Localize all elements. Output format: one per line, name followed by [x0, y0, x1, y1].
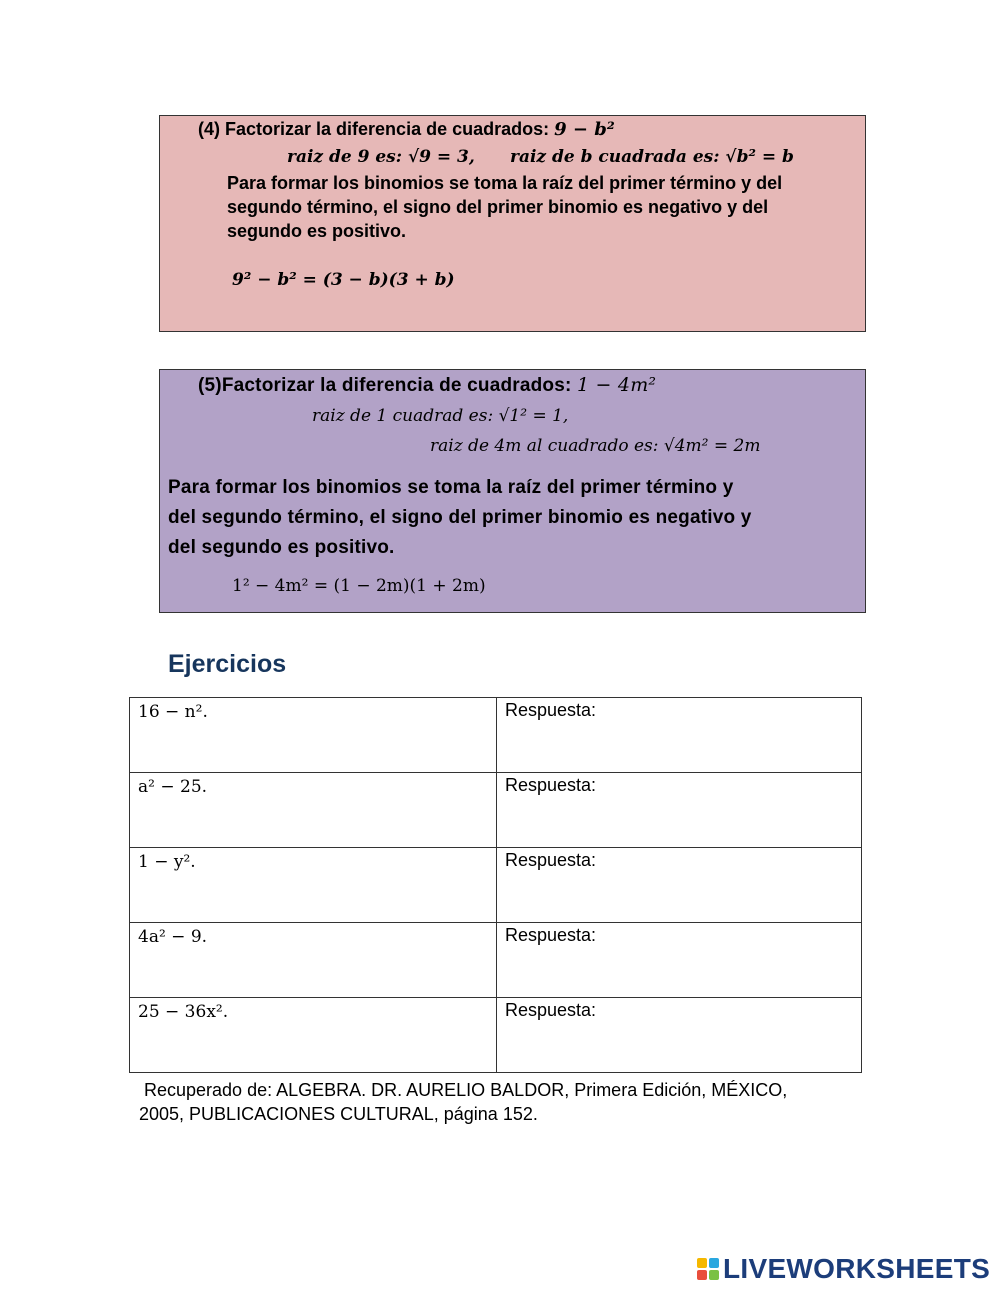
example-4-title-expr: 9 − b²: [554, 119, 615, 140]
table-row: [130, 698, 862, 773]
example-5-explanation-1: Para formar los binomios se toma la raíz del primer término y: [168, 477, 734, 498]
exercise-problem: a² − 25.: [130, 773, 497, 848]
example-5-explanation-2: del segundo término, el signo del primer binomio es negativo y: [168, 507, 752, 528]
example-4-explanation-2: segundo término, el signo del primer binomio es negativo y del: [227, 197, 769, 217]
exercise-answer-cell[interactable]: [497, 848, 862, 923]
exercise-problem: 25 − 36x².: [130, 998, 497, 1073]
answer-label: Respuesta:: [505, 925, 597, 945]
example-4-result: 9² − b² = (3 − b)(3 + b): [232, 270, 455, 290]
table-row: [130, 848, 862, 923]
exercise-problem: 4a² − 9.: [130, 923, 497, 998]
example-5-result: 1² − 4m² = (1 − 2m)(1 + 2m): [232, 576, 486, 596]
example-4-box: [159, 115, 866, 332]
exercises-table: [129, 697, 862, 1073]
citation-line-2: 2005, PUBLICACIONES CULTURAL, página 152.: [139, 1104, 538, 1124]
example-4-explanation-3: segundo es positivo.: [227, 221, 407, 241]
logo-text: LIVEWORKSHEETS: [723, 1253, 991, 1284]
example-5-title: [198, 374, 656, 397]
answer-label: Respuesta:: [505, 700, 597, 720]
answer-label: Respuesta:: [505, 1000, 597, 1020]
table-row: [130, 998, 862, 1073]
table-row: [130, 773, 862, 848]
exercise-answer-cell[interactable]: [497, 998, 862, 1073]
table-row: [130, 923, 862, 998]
answer-label: Respuesta:: [505, 850, 597, 870]
example-5-root-2: raiz de 4m al cuadrado es: √4m² = 2m: [430, 436, 761, 456]
example-4-explanation-1: Para formar los binomios se toma la raíz del primer término y del: [227, 173, 783, 193]
example-4-root-1: raiz de 9 es: √9 = 3,: [287, 147, 475, 167]
example-4-root-2: raiz de b cuadrada es: √b² = b: [510, 147, 794, 167]
exercise-problem: 16 − n².: [130, 698, 497, 773]
example-5-title-text: (5)Factorizar la diferencia de cuadrados:: [198, 375, 578, 396]
example-5-title-expr: 1 − 4m²: [577, 374, 657, 396]
example-5-explanation-3: del segundo es positivo.: [168, 537, 395, 558]
citation-line-1: Recuperado de: ALGEBRA. DR. AURELIO BALDOR, Primera Edición, MÉXICO,: [139, 1080, 788, 1100]
liveworksheets-logo[interactable]: [697, 1252, 990, 1286]
example-4-title: [198, 119, 615, 140]
citation: [139, 1078, 879, 1126]
exercise-answer-cell[interactable]: [497, 773, 862, 848]
example-5-root-1: raiz de 1 cuadrad es: √1² = 1,: [312, 406, 569, 426]
exercise-problem: 1 − y².: [130, 848, 497, 923]
example-4-title-text: (4) Factorizar la diferencia de cuadrados:: [198, 119, 555, 139]
liveworksheets-logo-icon: [697, 1258, 719, 1280]
exercise-answer-cell[interactable]: [497, 698, 862, 773]
example-5-box: [159, 369, 866, 613]
exercise-answer-cell[interactable]: [497, 923, 862, 998]
exercises-heading: Ejercicios: [168, 650, 287, 678]
answer-label: Respuesta:: [505, 775, 597, 795]
